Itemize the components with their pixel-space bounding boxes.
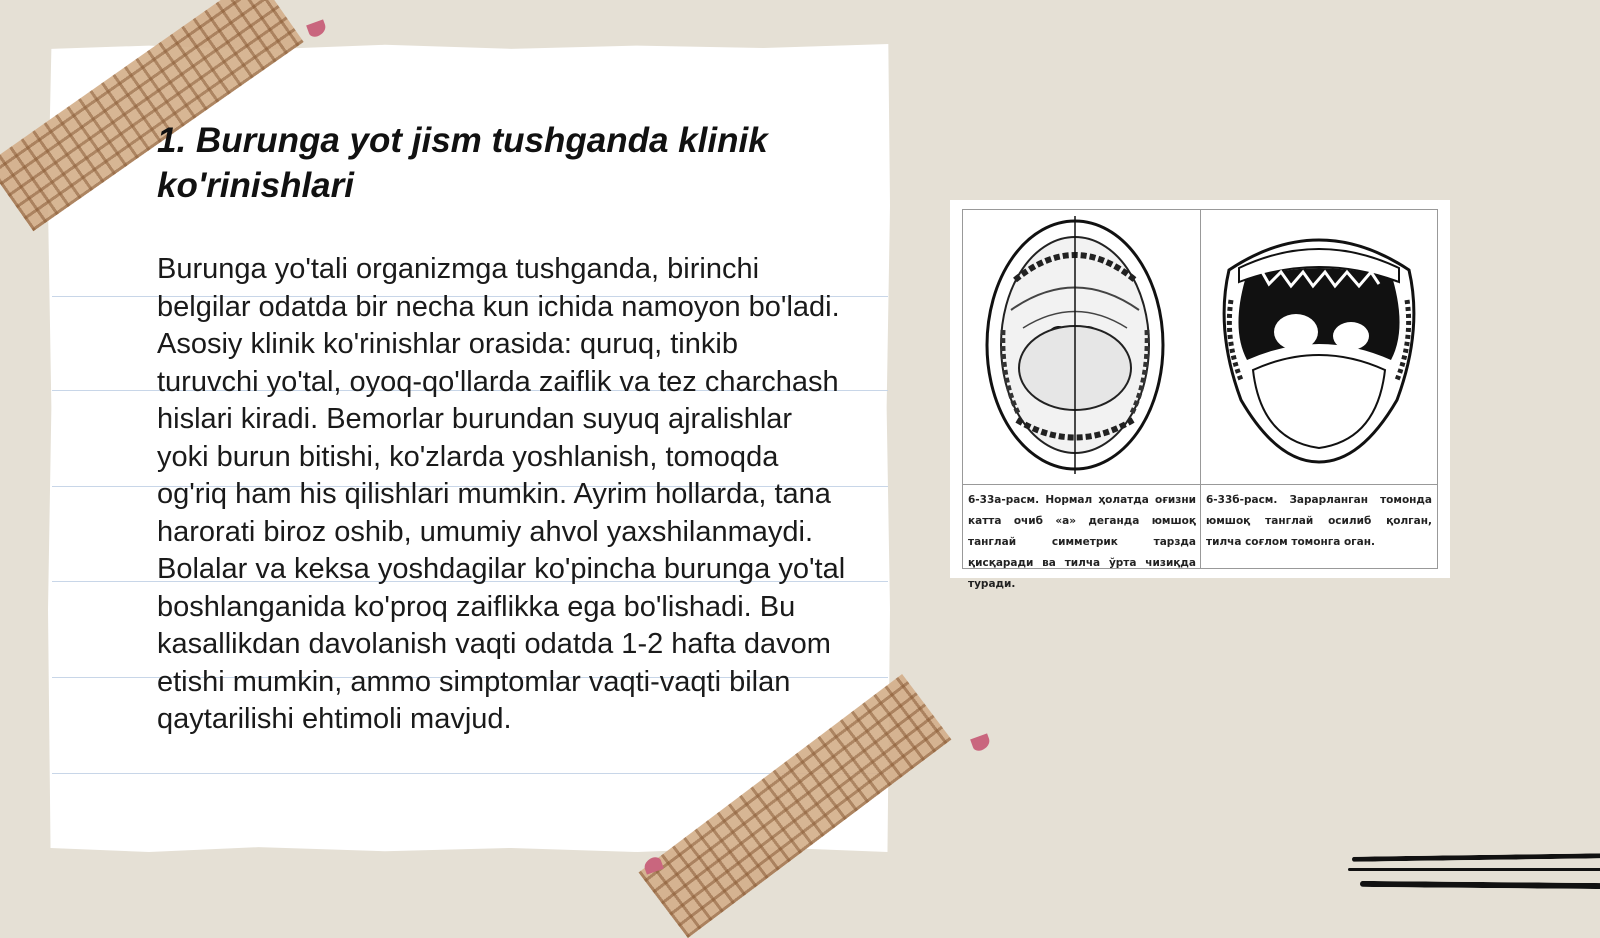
mouth-diagram-figure [950, 200, 1450, 590]
figure-frame [962, 209, 1438, 590]
affected-mouth-illustration [1201, 210, 1437, 484]
ruled-line [52, 773, 888, 774]
brush-stroke-icon [1348, 868, 1600, 871]
slide-body-text: Burunga yo'tali organizmga tushganda, birinchi belgilar odatda bir necha kun ichida namoyon bo'ladi. Asosiy klinik ko'rinishlar orasida: quruq, tinkib turuvchi yo'tal, oyoq-qo'llarda zaiflik va tez charchash hislari kiradi. Bemorlar burundan suyuq ajralishlar yoki burun bitishi, ko'zlarda yoshlanish, tomoqda og'riq ham his qilishlari mumkin. Ayrim hollarda, tana harorati biroz oshib, umumiy ahvol yaxshilanmaydi. Bolalar va keksa yoshdagilar ko'pincha burunga yo'tal boshlanganida ko'proq zaiflikka ega bo'lishadi. Bu kasallikdan davolanish vaqti odatda 1-2 hafta davom etishi mumkin, ammo simptomlar vaqti-vaqti bilan qaytarilishi ehtimoli mavjud. [157, 253, 846, 735]
tape-end-dot [306, 19, 328, 38]
normal-mouth-illustration [963, 210, 1201, 484]
tape-end-dot [970, 733, 992, 752]
figure-caption-a: 6-33а-расм. Нормал ҳолатда оғизни катта очиб «а» деганда юмшоқ танглай симметрик тарзда қисқаради ва тилча ўрта чизиқда туради. [968, 494, 1196, 590]
slide-title: 1. Burunga yot jism tushganda klinik ko'rinishlari [157, 121, 768, 205]
caption-divider [963, 484, 1437, 485]
brush-stroke-icon [1352, 853, 1600, 862]
brush-stroke-icon [1360, 881, 1600, 889]
figure-caption-b: 6-33б-расм. Зарарланган томонда юмшоқ танглай осилиб қолган, тилча соғлом томонга оган. [1206, 494, 1432, 548]
